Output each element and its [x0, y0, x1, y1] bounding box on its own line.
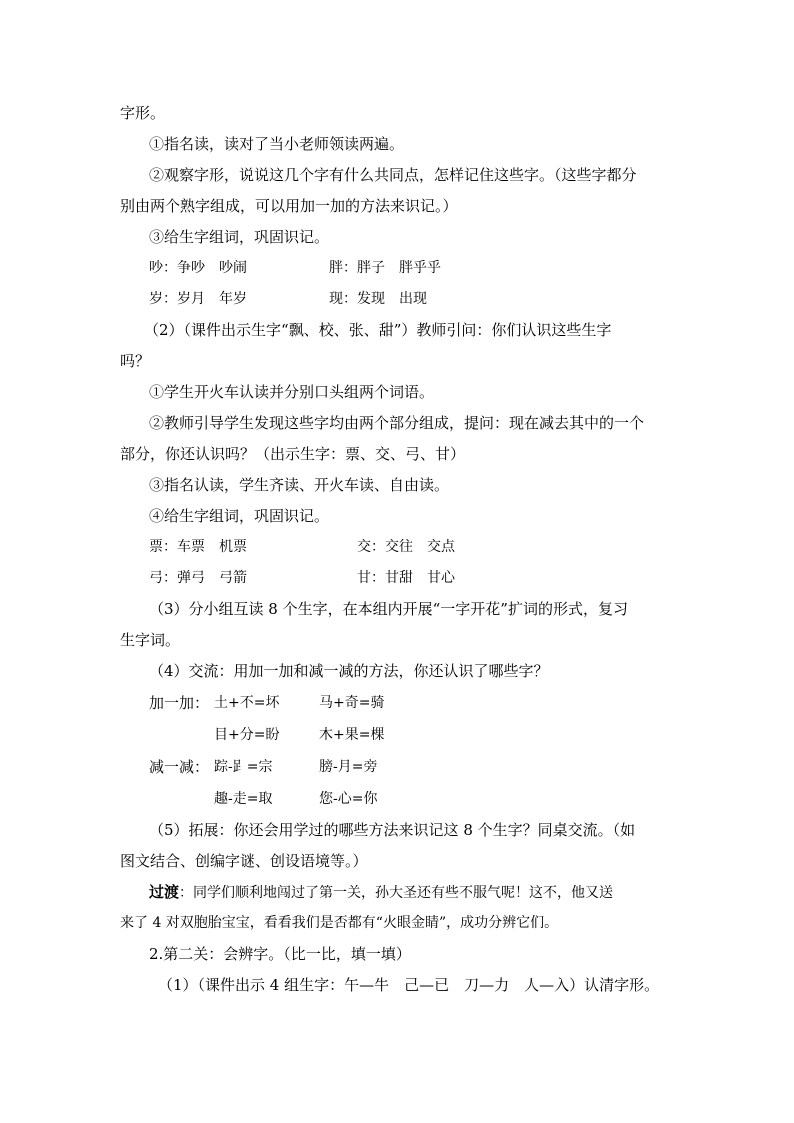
formula: 土+不=坏 [214, 695, 280, 711]
formula: 马+奇=骑 [319, 695, 385, 711]
paragraph-line: （5）拓展：你还会用学过的哪些方法来识记这 8 个生字？同桌交流。（如 [149, 821, 636, 839]
formula: 您-心=你 [319, 791, 378, 807]
paragraph-line: ②观察字形，说说这几个字有什么共同点，怎样记住这些字。（这些字都分 [149, 166, 637, 184]
formula: 膀-月=旁 [319, 759, 378, 775]
subtract-label: 减一减： [149, 758, 210, 776]
paragraph-line: 部分，你还认识吗？（出示生字：票、交、弓、甘） [120, 445, 466, 463]
paragraph-line: ①指名读，读对了当小老师领读两遍。 [149, 135, 405, 153]
transition-text: ：同学们顺利地闯过了第一关，孙大圣还有些不服气呢！这不，他又送 [179, 885, 614, 901]
formula: 趣-走=取 [214, 791, 273, 807]
formula: 木+果=棵 [319, 727, 385, 743]
paragraph-line: 来了 4 对双胞胎宝宝，看看我们是否都有“火眼金睛”，成功分辨它们。 [120, 915, 559, 931]
transition-label: 过渡 [149, 883, 180, 901]
paragraph-line: ④给生字组词，巩固识记。 [149, 507, 330, 525]
paragraph-line: ③指名认读，学生齐读、开火车读、自由读。 [149, 476, 450, 494]
paragraph-line: （4）交流：用加一加和减一减的方法，你还认识了哪些字？ [149, 662, 549, 680]
paragraph-line: （1）（课件出示 4 组生字：午—牛 己—已 刀—力 人—入）认清字形。 [158, 976, 660, 994]
word-group: 票：车票 机票 [149, 539, 247, 555]
formula: 目+分=盼 [214, 727, 280, 743]
word-group: 胖：胖子 胖乎乎 [329, 260, 441, 276]
word-group: 甘：甘甜 甘心 [357, 570, 455, 586]
paragraph-line: ③给生字组词，巩固识记。 [149, 228, 330, 246]
paragraph-line: 字形。 [120, 104, 166, 122]
word-group: 弓：弹弓 弓箭 [149, 570, 247, 586]
add-label: 加一加： [149, 694, 210, 712]
paragraph-line: ①学生开火车认读并分别口头组两个词语。 [149, 383, 435, 401]
paragraph-line: （3）分小组互读 8 个生字，在本组内开展“一字开花”扩词的形式，复习 [149, 600, 628, 618]
section-heading: 2.第二关：会辨字。（比一比，填一填） [149, 945, 411, 963]
transition-paragraph [149, 882, 613, 903]
word-group: 岁：岁月 年岁 [149, 291, 247, 307]
paragraph-line: ②教师引导学生发现这些字均由两个部分组成，提问：现在减去其中的一个 [149, 414, 645, 432]
formula: 踪-𧾷=宗 [214, 759, 273, 775]
paragraph-line: （2）（课件出示生字“飘、校、张、甜”）教师引问：你们认识这些生字 [144, 321, 612, 339]
paragraph-line: 别由两个熟字组成，可以用加一加的方法来识记。） [120, 197, 458, 215]
paragraph-line: 吗？ [120, 352, 151, 370]
word-group: 吵：争吵 吵闹 [149, 260, 247, 276]
word-group: 现：发现 出现 [329, 291, 427, 307]
paragraph-line: 图文结合、创编字谜、创设语境等。） [120, 852, 368, 870]
word-group: 交：交往 交点 [357, 539, 455, 555]
paragraph-line: 生字词。 [120, 631, 181, 649]
